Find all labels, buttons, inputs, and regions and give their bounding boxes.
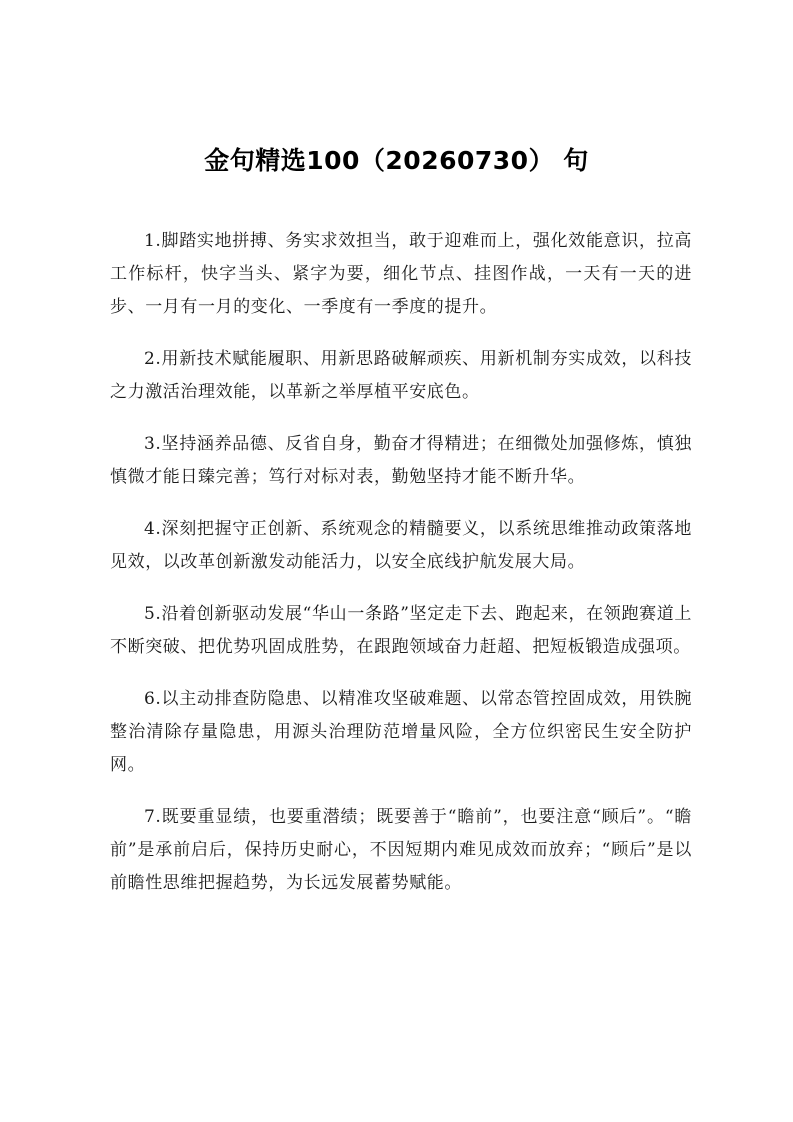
paragraph-7: 7.既要重显绩，也要重潜绩；既要善于“瞻前”，也要注意“顾后”。“瞻前”是承前启后，保持历史耐心，不因短期内难见成效而放弃；“顾后”是以前瞻性思维把握趋势，为长远发展蓄势赋能。 <box>110 807 692 893</box>
paragraph-5: 5.沿着创新驱动发展“华山一条路”坚定走下去、跑起来，在领跑赛道上不断突破、把优势巩固成胜势，在跟跑领域奋力赶超、把短板锻造成强项。 <box>110 604 692 657</box>
paragraph-3: 3.坚持涵养品德、反省自身，勤奋才得精进；在细微处加强修炼，慎独慎微才能日臻完善；笃行对标对表，勤勉坚持才能不断升华。 <box>110 434 692 487</box>
paragraph-4: 4.深刻把握守正创新、系统观念的精髓要义，以系统思维推动政策落地见效，以改革创新激发动能活力，以安全底线护航发展大局。 <box>110 519 692 572</box>
paragraph-2: 2.用新技术赋能履职、用新思路破解顽疾、用新机制夯实成效，以科技之力激活治理效能，以革新之举厚植平安底色。 <box>110 349 692 402</box>
paragraph-6: 6.以主动排查防隐患、以精准攻坚破难题、以常态管控固成效，用铁腕整治清除存量隐患，用源头治理防范增量风险，全方位织密民生安全防护网。 <box>110 689 692 775</box>
paragraph-1: 1.脚踏实地拼搏、务实求效担当，敢于迎难而上，强化效能意识，拉高工作标杆，快字当头、紧字为要，细化节点、挂图作战，一天有一天的进步、一月有一月的变化、一季度有一季度的提升。 <box>110 231 692 317</box>
document-title: 金句精选100（20260730） 句 <box>204 146 589 175</box>
document-body <box>110 225 692 919</box>
